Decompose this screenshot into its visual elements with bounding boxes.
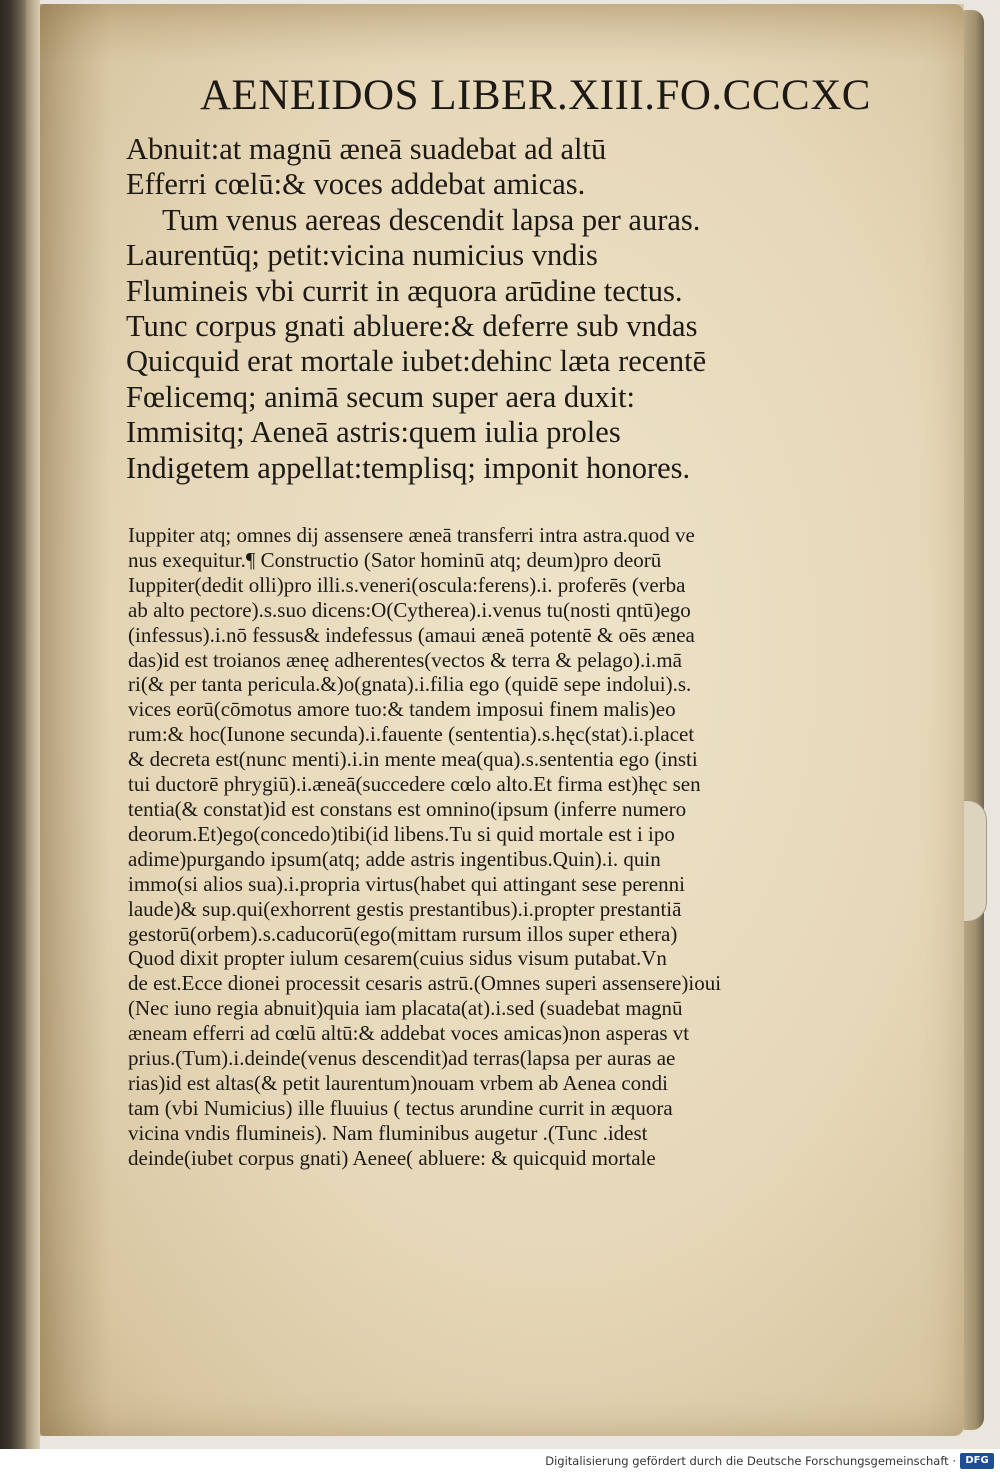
commentary-line: tentia(& constat)id est constans est omnino(ipsum (inferre numero	[128, 796, 687, 821]
commentary-line: Iuppiter atq; omnes dij assensere æneā transferri intra astra.quod ve	[128, 523, 695, 547]
commentary-line: adime)purgando ipsum(atq; adde astris ingentibus.Quin).i. quin	[128, 846, 661, 871]
commentary-line: tam (vbi Numicius) ille fluuius ( tectus arundine currit in æquora	[128, 1095, 673, 1120]
page-stain-top	[40, 4, 964, 64]
scan-backdrop	[0, 0, 26, 1475]
footer-bar	[0, 1449, 1000, 1475]
dfg-logo-icon: DFG	[960, 1453, 994, 1469]
verse-line: Efferri cœlū:& voces addebat amicas.	[126, 167, 586, 202]
commentary-line: immo(si alios sua).i.propria virtus(habet qui attingant sese perenni	[128, 871, 685, 896]
verse-block	[126, 132, 846, 486]
commentary-line: Iuppiter(dedit olli)pro illi.s.veneri(oscula:ferens).i. proferēs (verba	[128, 572, 686, 597]
commentary-line: de est.Ecce dionei processit cesaris astrū.(Omnes superi assensere)ioui	[128, 971, 722, 996]
verse-line: Indigetem appellat:templisq; imponit honores.	[126, 450, 691, 485]
commentary-line: ab alto pectore).s.suo dicens:O(Cytherea).i.venus tu(nosti qntū)ego	[128, 597, 691, 622]
verse-line: Flumineis vbi currit in æquora arūdine tectus.	[126, 273, 683, 308]
commentary-line: laude)& sup.qui(exhorrent gestis prestantibus).i.propter prestantiā	[128, 896, 682, 921]
commentary-line: deorum.Et)ego(concedo)tibi(id libens.Tu si quid mortale est i ipo	[128, 821, 675, 846]
commentary-line: (infessus).i.nō fessus& indefessus (amaui æneā potentē & oēs ænea	[128, 622, 695, 647]
commentary-line: & decreta est(nunc menti).i.in mente mea(qua).s.sententia ego (insti	[128, 747, 698, 772]
verse-line: Tunc corpus gnati abluere:& deferre sub vndas	[126, 309, 698, 344]
book-binding	[26, 0, 40, 1475]
verse-line: Quicquid erat mortale iubet:dehinc læta recentē	[126, 344, 707, 379]
commentary-line: vicina vndis flumineis). Nam fluminibus augetur .(Tunc .idest	[128, 1120, 648, 1145]
commentary-line: tui ductorē phrygiū).i.æneā(succedere cœlo alto.Et firma est)hęc sen	[128, 772, 701, 797]
commentary-line: deinde(iubet corpus gnati) Aenee( abluere: & quicquid mortale	[128, 1145, 656, 1170]
commentary-line: das)id est troianos æneę adherentes(vectos & terra & pelago).i.mā	[128, 647, 682, 672]
page-fore-edge	[964, 10, 984, 1430]
commentary-line: Quod dixit propter iulum cesarem(cuius sidus visum putabat.Vn	[128, 946, 667, 971]
commentary-line: (Nec iuno regia abnuit)quia iam placata(at).i.sed (suadebat magnū	[128, 996, 683, 1021]
verse-line: Laurentūq; petit:vicina numicius vndis	[126, 238, 598, 273]
verse-line: Abnuit:at magnū æneā suadebat ad altū	[126, 132, 607, 166]
commentary-line: vices eorū(cōmotus amore tuo:& tandem imposui finem malis)eo	[128, 697, 676, 722]
commentary-line: gestorū(orbem).s.caducorū(ego(mittam rursum illos super ethera)	[128, 921, 678, 946]
funding-credit: Digitalisierung gefördert durch die Deutsche Forschungsgemeinschaft ·	[545, 1454, 956, 1468]
commentary-line: prius.(Tum).i.deinde(venus descendit)ad terras(lapsa per auras ae	[128, 1046, 676, 1071]
commentary-line: æneam efferri ad cœlū altū:& addebat voces amicas)non asperas vt	[128, 1021, 690, 1046]
running-head: AENEIDOS LIBER.XIII.FO.CCCXC	[200, 72, 871, 119]
commentary-line: rum:& hoc(Iunone secunda).i.fauente (sententia).s.hęc(stat).i.placet	[128, 722, 695, 747]
commentary-line: rias)id est altas(& petit laurentum)nouam vrbem ab Aenea condi	[128, 1070, 668, 1095]
verse-line: Immisitq; Aeneā astris:quem iulia proles	[126, 415, 621, 450]
verse-line: Fœlicemq; animā secum super aera duxit:	[126, 379, 636, 414]
commentary-block	[128, 523, 828, 1171]
commentary-line: ri(& per tanta pericula.&)o(gnata).i.filia ego (quidē sepe indolui).s.	[128, 672, 692, 697]
verse-line: Tum venus aereas descendit lapsa per auras.	[162, 202, 701, 237]
commentary-line: nus exequitur.¶ Constructio (Sator hominū atq; deum)pro deorū	[128, 547, 662, 572]
page-stain-left	[40, 4, 110, 1436]
